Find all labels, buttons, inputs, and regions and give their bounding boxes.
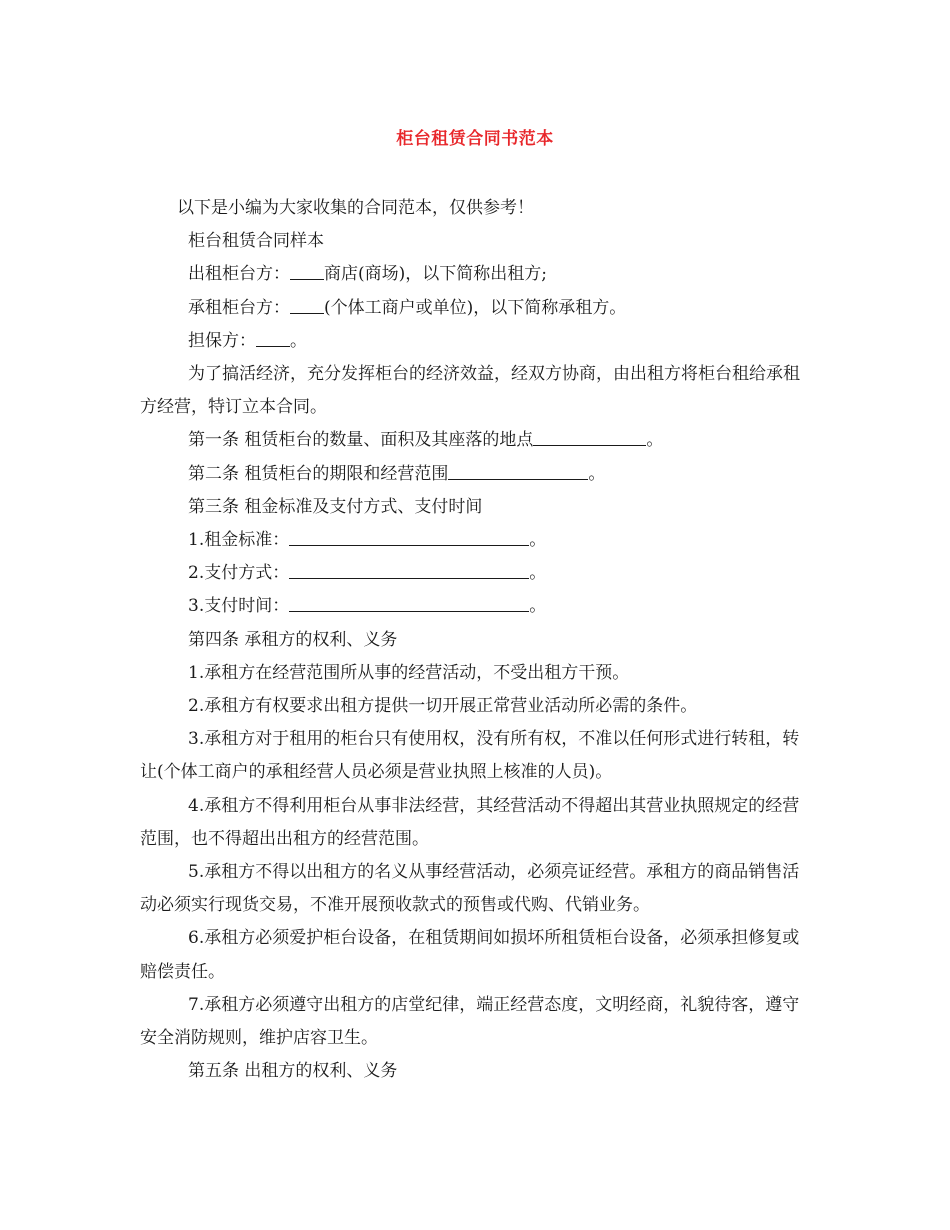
lessee-label: 承租柜台方：	[188, 297, 290, 318]
article-4-item-3: 3.承租方对于租用的柜台只有使用权，没有所有权，不准以任何形式进行转租，转让(个体工商户的承租经营人员必须是营业执照上核准的人员)。	[140, 729, 800, 783]
lessee-suffix: (个体工商户或单位)，以下简称承租方。	[324, 297, 627, 318]
guarantor-blank	[256, 331, 290, 347]
rent-standard-suffix: 。	[529, 530, 547, 551]
article-4-item-2: 2.承租方有权要求出租方提供一切开展正常营业活动所必需的条件。	[188, 696, 698, 717]
lessor-suffix: 商店(商场)，以下简称出租方;	[324, 264, 547, 285]
article-3-heading: 第三条 租金标准及支付方式、支付时间	[188, 496, 483, 517]
sample-heading: 柜台租赁合同样本	[188, 231, 324, 252]
payment-time-label: 3.支付时间：	[188, 596, 290, 617]
guarantor-line	[140, 325, 814, 358]
payment-time-blank	[289, 596, 529, 612]
article-3-item-2	[140, 557, 814, 590]
payment-method-suffix: 。	[529, 563, 547, 584]
rent-standard-blank	[289, 530, 529, 546]
article-1-blank	[533, 430, 646, 446]
guarantor-suffix: 。	[290, 330, 307, 351]
article-4-item-6: 6.承租方必须爱护柜台设备，在租赁期间如损坏所租赁柜台设备，必须承担修复或赔偿责任。	[140, 928, 800, 982]
article-4-item-5: 5.承租方不得以出租方的名义从事经营活动，必须亮证经营。承租方的商品销售活动必须实行现货交易，不准开展预收款式的预售或代购、代销业务。	[140, 862, 800, 916]
article-3-item-1	[140, 524, 814, 557]
lessee-blank	[290, 298, 324, 314]
preamble-paragraph: 为了搞活经济，充分发挥柜台的经济效益，经双方协商，由出租方将柜台租给承租方经营，特订立本合同。	[140, 364, 800, 418]
lessee-line	[140, 292, 814, 325]
article-1-suffix: 。	[646, 430, 664, 451]
article-1	[140, 424, 814, 457]
guarantor-label: 担保方：	[188, 330, 256, 351]
article-2-suffix: 。	[588, 463, 606, 484]
lessor-label: 出租柜台方：	[188, 264, 290, 285]
article-4-item-1: 1.承租方在经营范围所从事的经营活动，不受出租方干预。	[188, 662, 630, 683]
payment-time-suffix: 。	[529, 596, 547, 617]
payment-method-blank	[289, 563, 529, 579]
article-4-item-7: 7.承租方必须遵守出租方的店堂纪律，端正经营态度，文明经商，礼貌待客，遵守安全消防规则，维护店容卫生。	[140, 994, 800, 1049]
document-title: 柜台租赁合同书范本	[396, 129, 554, 149]
payment-method-label: 2.支付方式：	[188, 563, 290, 584]
article-2-text: 第二条 租赁柜台的期限和经营范围	[188, 463, 449, 484]
article-2	[140, 458, 814, 491]
article-2-blank	[448, 464, 588, 480]
article-1-text: 第一条 租赁柜台的数量、面积及其座落的地点	[188, 430, 534, 451]
article-5-heading: 第五条 出租方的权利、义务	[188, 1061, 398, 1082]
intro-paragraph: 以下是小编为大家收集的合同范本，仅供参考！	[177, 198, 534, 218]
article-4-heading: 第四条 承租方的权利、义务	[188, 629, 398, 650]
article-3-item-3	[140, 590, 814, 623]
rent-standard-label: 1.租金标准：	[188, 530, 290, 551]
article-4-item-4: 4.承租方不得利用柜台从事非法经营，其经营活动不得超出其营业执照规定的经营范围，也不得超出出租方的经营范围。	[140, 795, 800, 849]
lessor-line	[140, 258, 814, 291]
lessor-blank	[290, 264, 324, 280]
document-body	[140, 192, 814, 1088]
